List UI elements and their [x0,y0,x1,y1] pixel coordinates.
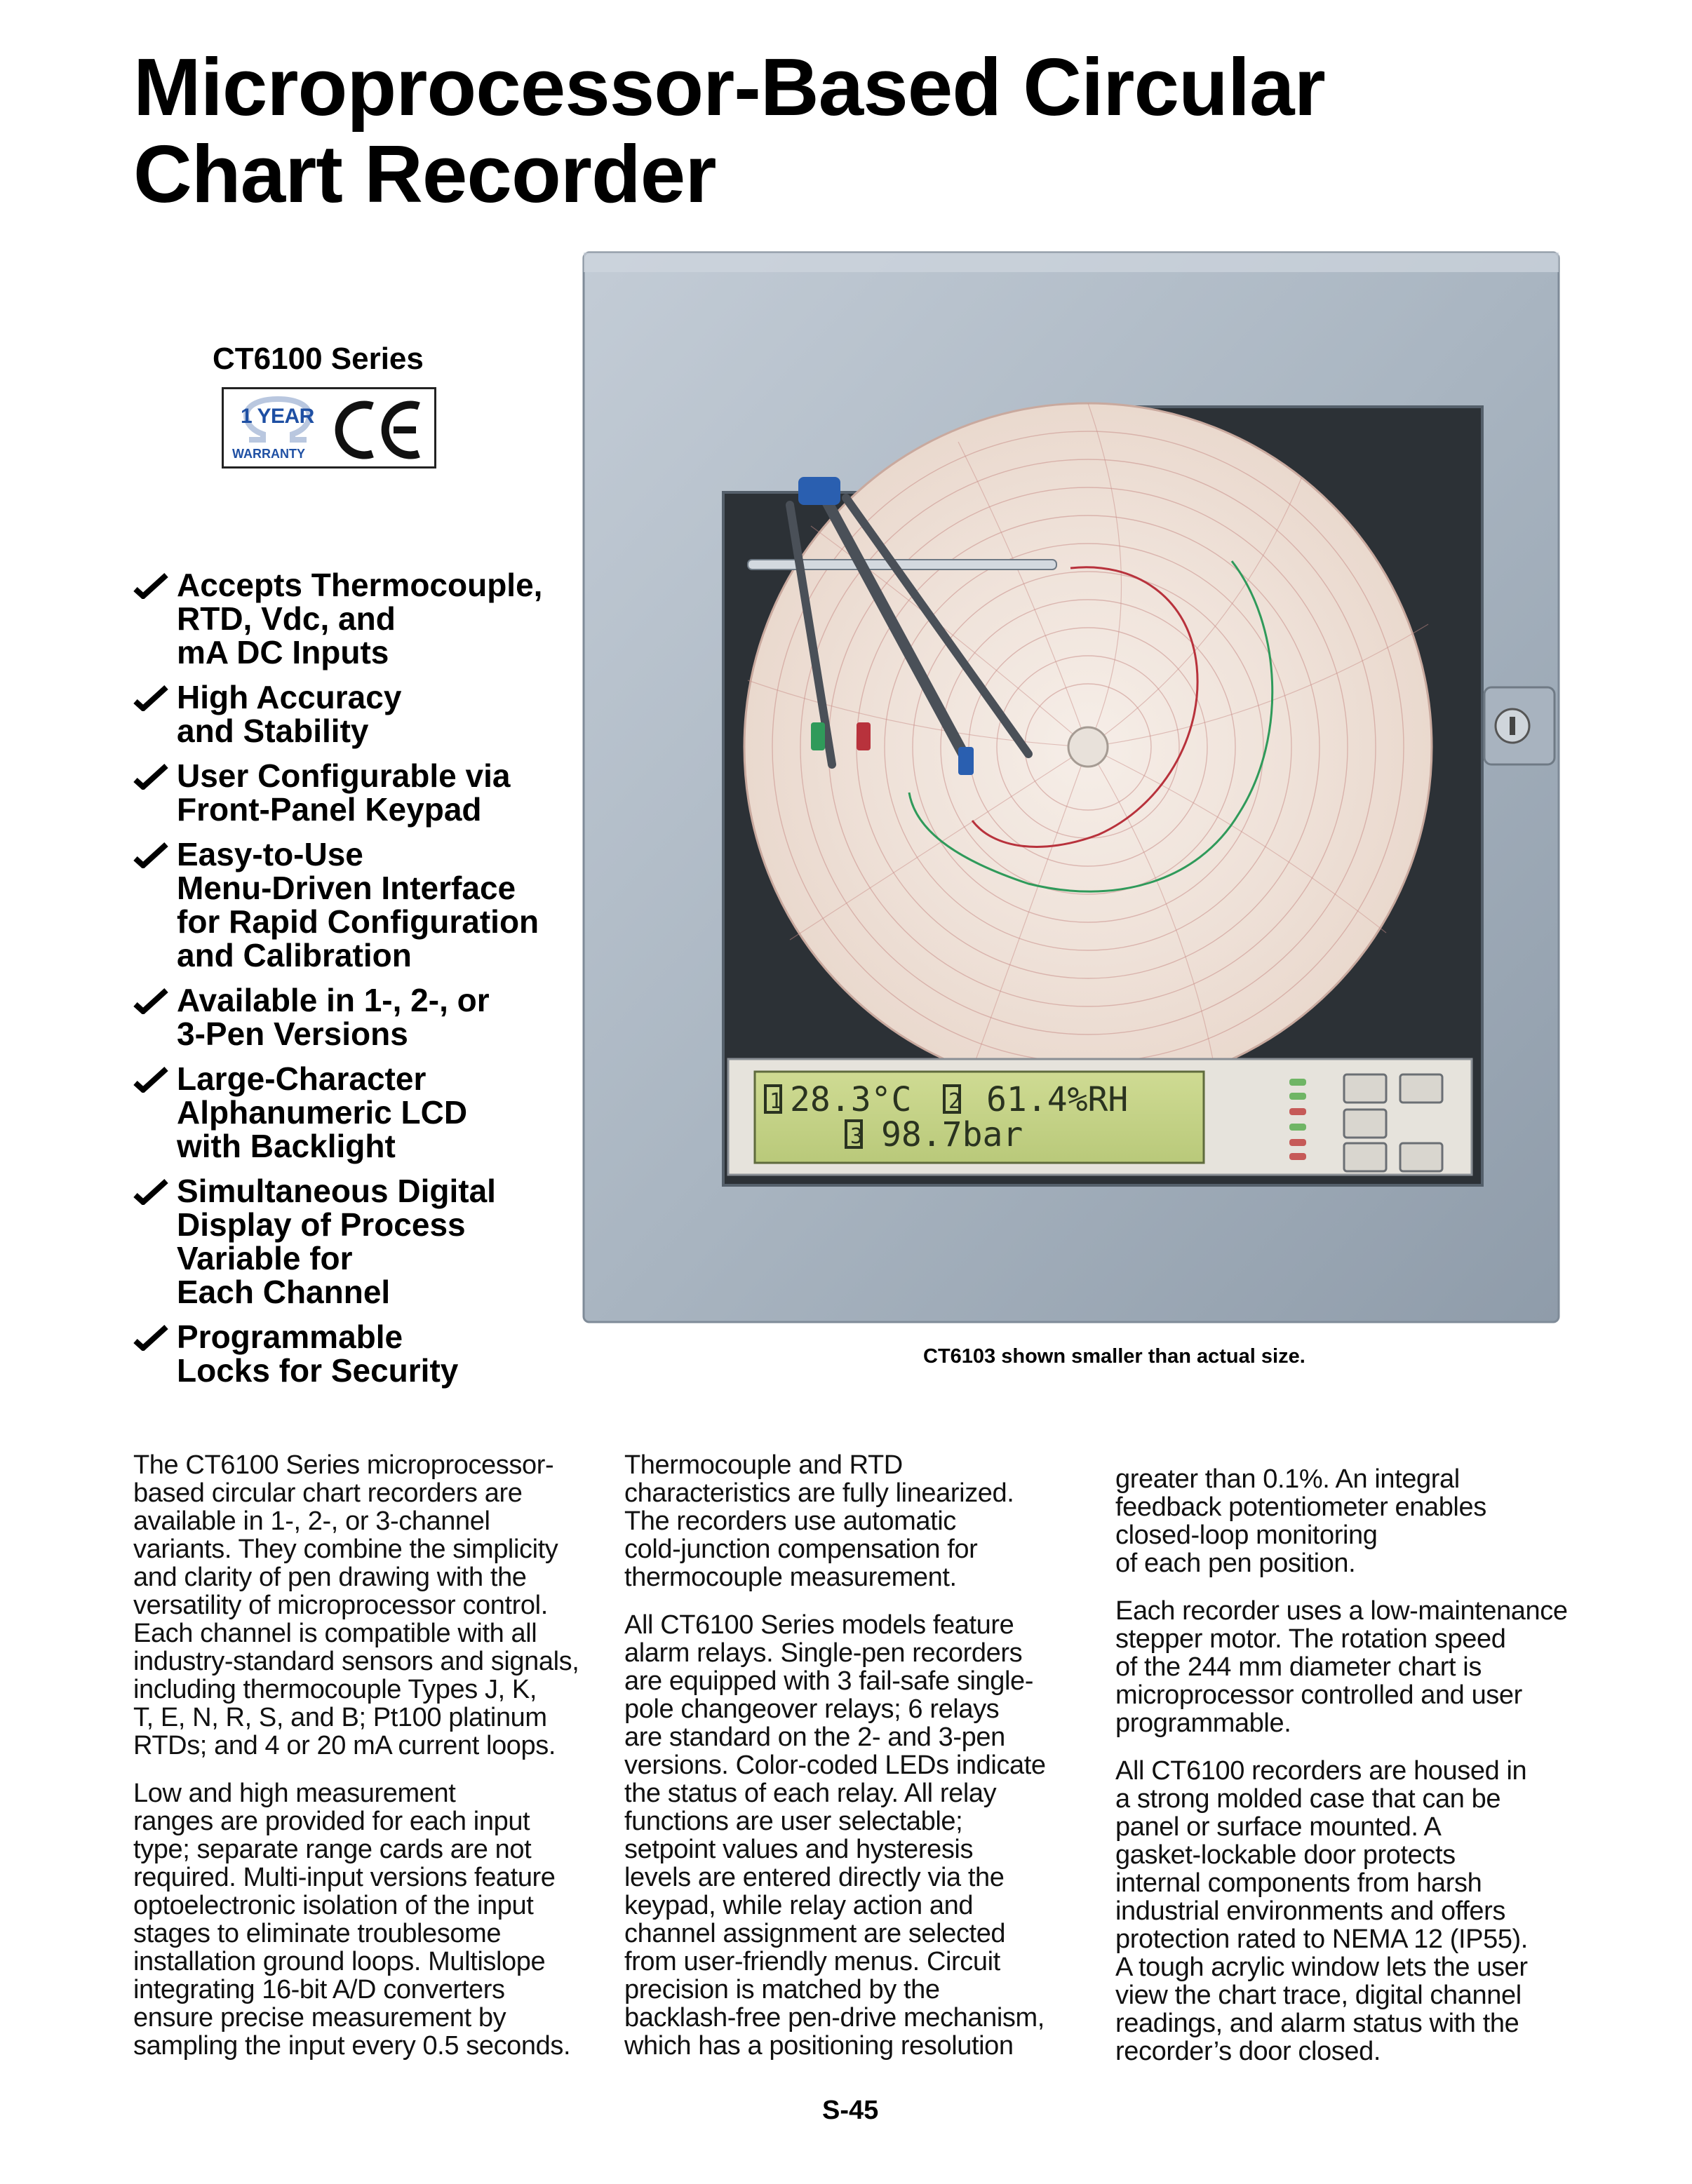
checkmark-icon [133,840,168,868]
checkmark-icon [133,1323,168,1351]
body-text-line: A tough acrylic window lets the user [1115,1953,1528,1982]
feature-text-line: Front-Panel Keypad [177,791,482,828]
feature-text-line: and Calibration [177,937,412,973]
body-text-line: panel or surface mounted. A [1115,1812,1442,1842]
body-column-3 [1115,1465,1578,2085]
body-text-line: alarm relays. Single-pen recorders [624,1638,1023,1668]
body-text-line: Thermocouple and RTD [624,1450,903,1480]
feature-text-line: Display of Process [177,1206,466,1243]
feature-text-line: for Rapid Configuration [177,903,539,940]
checkmark-icon [133,1065,168,1093]
feature-text-line: Accepts Thermocouple, [177,567,543,603]
feature-text-line: Each Channel [177,1274,391,1310]
body-text-line: available in 1-, 2-, or 3-channel [133,1506,490,1536]
body-text-line: feedback potentiometer enables [1115,1492,1486,1522]
feature-text-line: High Accuracy [177,679,402,715]
body-text-line: channel assignment are selected [624,1919,1006,1948]
checkmark-icon [133,1177,168,1205]
checkmark-icon [133,683,168,711]
lcd-channel-1-value: 28.3°C [790,1080,912,1119]
body-text-line: characteristics are fully linearized. [624,1478,1014,1508]
feature-item [133,680,610,748]
body-text-line: T, E, N, R, S, and B; Pt100 platinum [133,1703,547,1732]
body-text-line: required. Multi-input versions feature [133,1863,556,1892]
page-title-line-1: Microprocessor-Based Circular [133,41,1325,133]
body-text-line: RTDs; and 4 or 20 mA current loops. [133,1731,556,1760]
body-text-line: sampling the input every 0.5 seconds. [133,2031,571,2061]
body-text-line: The CT6100 Series microprocessor- [133,1450,554,1480]
body-text-line: thermocouple measurement. [624,1563,957,1592]
body-text-line: pole changeover relays; 6 relays [624,1694,1000,1724]
body-text-line: and clarity of pen drawing with the [133,1563,527,1592]
body-text-line: Low and high measurement [133,1779,456,1808]
checkmark-icon [133,571,168,599]
body-text-line: integrating 16-bit A/D converters [133,1975,505,2004]
feature-text-line: with Backlight [177,1128,396,1164]
warranty-years: 1 YEAR [241,405,314,428]
body-paragraph [133,1451,596,1760]
body-text-line: Each channel is compatible with all [133,1619,537,1648]
body-text-line: readings, and alarm status with the [1115,2009,1519,2038]
feature-text-line: Locks for Security [177,1352,459,1389]
body-paragraph [624,1451,1094,1591]
body-text-line: type; separate range cards are not [133,1835,532,1864]
body-text-line: ensure precise measurement by [133,2003,506,2033]
feature-text-line: Easy-to-Use [177,836,363,872]
body-text-line: precision is matched by the [624,1975,940,2004]
feature-item [133,1174,610,1309]
lcd-channel-2-marker: 2 [948,1089,962,1114]
page-title [133,41,1466,220]
body-text-line: the status of each relay. All relay [624,1779,997,1808]
page-title-line-2: Chart Recorder [133,128,716,220]
feature-item [133,983,610,1051]
body-paragraph [624,1611,1094,2060]
lcd-channel-3-value: 98.7bar [881,1115,1023,1154]
feature-text-line: RTD, Vdc, and [177,600,396,637]
feature-text-line: Menu-Driven Interface [177,870,516,906]
feature-text-line: and Stability [177,713,369,749]
body-text-line: functions are user selectable; [624,1807,963,1836]
feature-text-line: Variable for [177,1240,353,1276]
body-text-line: stepper motor. The rotation speed [1115,1624,1506,1654]
body-text-line: greater than 0.1%. An integral [1115,1464,1460,1494]
body-paragraph [1115,1597,1578,1737]
body-text-line: Each recorder uses a low-maintenance [1115,1596,1568,1626]
body-text-line: setpoint values and hysteresis [624,1835,974,1864]
feature-item [133,837,610,972]
body-text-line: programmable. [1115,1708,1291,1738]
body-text-line: of each pen position. [1115,1549,1356,1578]
checkmark-icon [133,986,168,1014]
checkmark-icon [133,762,168,790]
feature-item [133,1320,610,1387]
body-text-line: All CT6100 Series models feature [624,1610,1014,1640]
body-text-line: versions. Color-coded LEDs indicate [624,1751,1046,1780]
body-paragraph [1115,1465,1578,1577]
feature-list [133,568,610,1398]
feature-text-line: Programmable [177,1319,403,1355]
body-paragraph [1115,1757,1578,2065]
feature-text-line: Alphanumeric LCD [177,1094,468,1131]
body-text-line: internal components from harsh [1115,1868,1482,1898]
body-text-line: are equipped with 3 fail-safe single- [624,1666,1033,1696]
lcd-channel-3-marker: 3 [850,1124,864,1149]
body-text-line: a strong molded case that can be [1115,1784,1501,1814]
body-text-line: including thermocouple Types J, K, [133,1675,537,1704]
body-text-line: based circular chart recorders are [133,1478,523,1508]
body-text-line: cold-junction compensation for [624,1535,978,1564]
body-text-line: variants. They combine the simplicity [133,1535,558,1564]
lcd-channel-2-value: 61.4%RH [986,1080,1129,1119]
page-number: S-45 [822,2096,879,2125]
feature-text-line: Large-Character [177,1060,427,1097]
feature-text-line: Available in 1-, 2-, or [177,982,490,1018]
body-paragraph [133,1779,596,2060]
feature-text-line: User Configurable via [177,757,511,794]
body-text-line: view the chart trace, digital channel [1115,1981,1522,2010]
chart-recorder-photo [579,231,1566,1354]
feature-item [133,568,610,669]
body-text-line: versatility of microprocessor control. [133,1591,548,1620]
body-text-line: All CT6100 recorders are housed in [1115,1756,1527,1786]
body-text-line: industry-standard sensors and signals, [133,1647,579,1676]
body-column-2 [624,1451,1094,2079]
feature-text-line: Simultaneous Digital [177,1173,496,1209]
body-text-line: keypad, while relay action and [624,1891,974,1920]
body-text-line: protection rated to NEMA 12 (IP55). [1115,1925,1528,1954]
body-text-line: gasket-lockable door protects [1115,1840,1456,1870]
body-text-line: recorder’s door closed. [1115,2037,1381,2066]
feature-text-line: mA DC Inputs [177,634,389,670]
ce-mark-icon [329,399,427,461]
body-text-line: microprocessor controlled and user [1115,1680,1522,1710]
body-text-line: which has a positioning resolution [624,2031,1014,2061]
certification-badge [222,387,436,469]
feature-item [133,759,610,826]
body-text-line: levels are entered directly via the [624,1863,1005,1892]
body-text-line: industrial environments and offers [1115,1896,1506,1926]
warranty-label: WARRANTY [232,447,305,461]
lcd-channel-1-marker: 1 [770,1089,783,1114]
body-text-line: The recorders use automatic [624,1506,956,1536]
body-text-line: ranges are provided for each input [133,1807,530,1836]
series-name: CT6100 Series [213,342,424,376]
body-text-line: are standard on the 2- and 3-pen [624,1723,1005,1752]
body-column-1 [133,1451,596,2079]
body-text-line: stages to eliminate troublesome [133,1919,502,1948]
body-text-line: optoelectronic isolation of the input [133,1891,534,1920]
photo-caption: CT6103 shown smaller than actual size. [923,1345,1305,1368]
body-text-line: installation ground loops. Multislope [133,1947,546,1976]
body-text-line: closed-loop monitoring [1115,1521,1378,1550]
body-text-line: from user-friendly menus. Circuit [624,1947,1000,1976]
feature-item [133,1062,610,1163]
body-text-line: backlash-free pen-drive mechanism, [624,2003,1045,2033]
body-text-line: of the 244 mm diameter chart is [1115,1652,1482,1682]
feature-text-line: 3-Pen Versions [177,1016,408,1052]
